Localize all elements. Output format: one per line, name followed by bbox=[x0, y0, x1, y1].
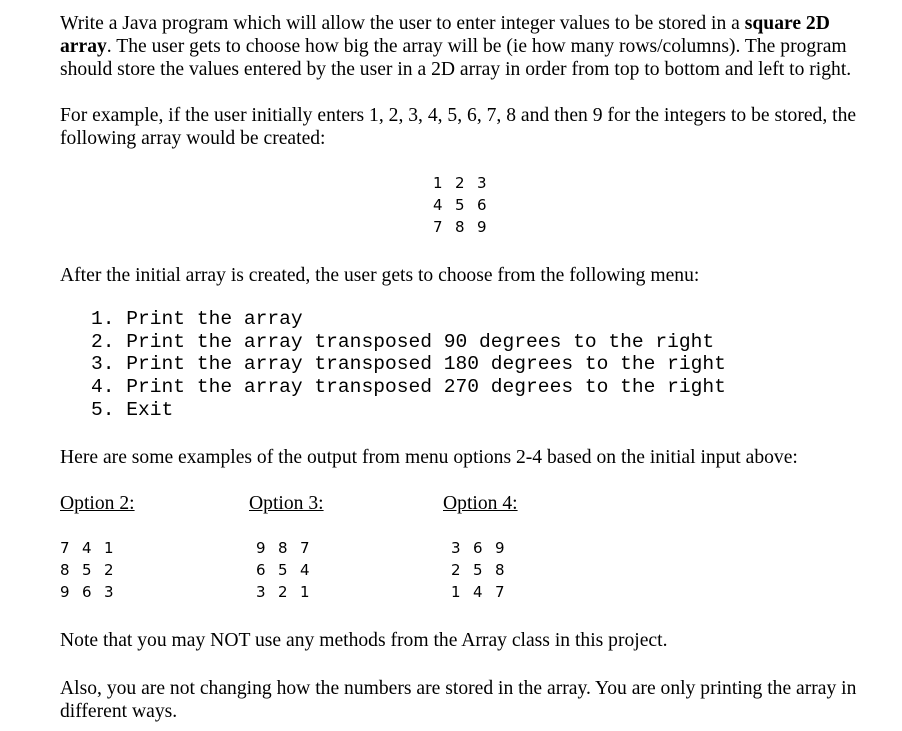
matrix-cell: 2 bbox=[104, 561, 114, 579]
matrix-cell: 1 bbox=[300, 583, 310, 601]
intro-paragraph bbox=[60, 12, 880, 81]
matrix-cell: 2 bbox=[451, 561, 461, 579]
matrix-row bbox=[451, 581, 517, 603]
menu-item: 4. Print the array transposed 270 degrees to the right bbox=[91, 376, 726, 399]
initial-array bbox=[433, 172, 499, 238]
matrix-cell: 1 bbox=[451, 583, 461, 601]
matrix-row bbox=[256, 581, 322, 603]
intro-bold: square 2D array bbox=[60, 13, 830, 57]
matrix-cell: 3 bbox=[256, 583, 266, 601]
matrix-cell: 8 bbox=[455, 218, 465, 236]
matrix-cell: 2 bbox=[455, 174, 465, 192]
matrix-cell: 8 bbox=[278, 539, 288, 557]
matrix-row bbox=[60, 559, 126, 581]
matrix-cell: 5 bbox=[82, 561, 92, 579]
matrix-row bbox=[451, 537, 517, 559]
example-paragraph: For example, if the user initially enters 1, 2, 3, 4, 5, 6, 7, 8 and then 9 for the integers to be stored, the following array would be created: bbox=[60, 105, 857, 149]
matrix-cell: 9 bbox=[256, 539, 266, 557]
matrix-cell: 4 bbox=[433, 196, 443, 214]
matrix-row bbox=[433, 216, 499, 238]
matrix-cell: 1 bbox=[104, 539, 114, 557]
matrix-cell: 3 bbox=[451, 539, 461, 557]
matrix-cell: 6 bbox=[256, 561, 266, 579]
option-4-matrix bbox=[451, 537, 517, 603]
option-4-label: Option 4: bbox=[443, 493, 518, 514]
examples-intro: Here are some examples of the output from menu options 2-4 based on the initial input above: bbox=[60, 447, 798, 468]
matrix-cell: 7 bbox=[300, 539, 310, 557]
matrix-row bbox=[451, 559, 517, 581]
matrix-cell: 7 bbox=[433, 218, 443, 236]
matrix-cell: 1 bbox=[433, 174, 443, 192]
option-3-label: Option 3: bbox=[249, 493, 324, 514]
matrix-cell: 9 bbox=[495, 539, 505, 557]
option-2-label: Option 2: bbox=[60, 493, 135, 514]
option-3-matrix bbox=[256, 537, 322, 603]
option-2-matrix bbox=[60, 537, 126, 603]
matrix-cell: 3 bbox=[104, 583, 114, 601]
menu-item: 3. Print the array transposed 180 degrees to the right bbox=[91, 353, 726, 376]
matrix-row bbox=[433, 172, 499, 194]
matrix-row bbox=[256, 559, 322, 581]
matrix-cell: 3 bbox=[477, 174, 487, 192]
matrix-cell: 8 bbox=[495, 561, 505, 579]
matrix-row bbox=[60, 581, 126, 603]
matrix-cell: 4 bbox=[300, 561, 310, 579]
matrix-cell: 4 bbox=[473, 583, 483, 601]
intro-text-2: . The user gets to choose how big the array will be (ie how many rows/columns). The program should store the values entered by the user in a 2D array in order from top to bottom and left to right. bbox=[60, 36, 852, 80]
menu-intro: After the initial array is created, the user gets to choose from the following menu: bbox=[60, 265, 700, 286]
matrix-cell: 7 bbox=[60, 539, 70, 557]
menu-item: 2. Print the array transposed 90 degrees to the right bbox=[91, 330, 715, 353]
matrix-cell: 5 bbox=[455, 196, 465, 214]
matrix-row bbox=[433, 194, 499, 216]
matrix-cell: 6 bbox=[82, 583, 92, 601]
menu-item: 1. Print the array bbox=[91, 308, 303, 330]
also-paragraph: Also, you are not changing how the numbers are stored in the array. You are only printing the array in different ways. bbox=[60, 678, 857, 722]
matrix-cell: 6 bbox=[477, 196, 487, 214]
matrix-cell: 7 bbox=[495, 583, 505, 601]
matrix-cell: 4 bbox=[82, 539, 92, 557]
matrix-cell: 9 bbox=[477, 218, 487, 236]
matrix-cell: 8 bbox=[60, 561, 70, 579]
matrix-cell: 6 bbox=[473, 539, 483, 557]
matrix-cell: 5 bbox=[278, 561, 288, 579]
intro-text-1: Write a Java program which will allow the user to enter integer values to be stored in a bbox=[60, 13, 745, 34]
matrix-cell: 5 bbox=[473, 561, 483, 579]
menu-list bbox=[91, 308, 726, 422]
note-paragraph: Note that you may NOT use any methods from the Array class in this project. bbox=[60, 630, 668, 651]
matrix-row bbox=[60, 537, 126, 559]
matrix-cell: 2 bbox=[278, 583, 288, 601]
menu-item: 5. Exit bbox=[91, 398, 174, 421]
matrix-cell: 9 bbox=[60, 583, 70, 601]
matrix-row bbox=[256, 537, 322, 559]
